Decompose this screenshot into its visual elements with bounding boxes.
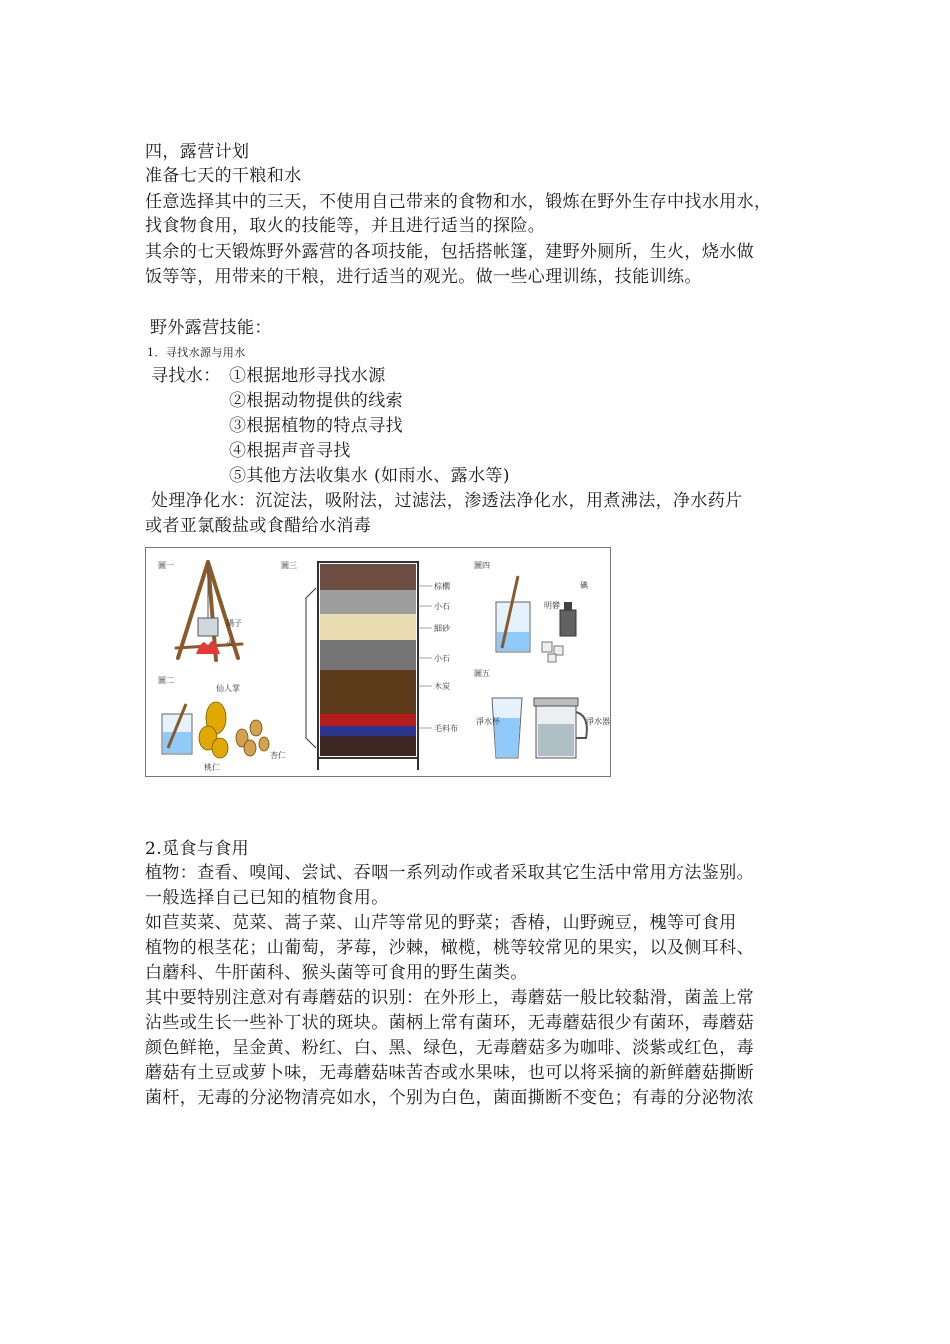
fig3-label: 圖三: [281, 561, 297, 570]
item1-heading: 1．寻找水源与用水: [147, 346, 246, 359]
food-line: 如苣荬菜、苋菜、蒿子菜、山芹等常见的野菜；香椿，山野豌豆，槐等可食用: [145, 913, 737, 933]
food-line: 颜色鲜艳，呈金黄、粉红、白、黑、绿色，无毒蘑菇多为咖啡、淡紫或红色，毒: [145, 1038, 754, 1058]
find-water-label: 寻找水：: [151, 366, 221, 386]
food-line: 蘑菇有土豆或萝卜味，无毒蘑菇味苦杏或水果味，也可以将采摘的新鲜蘑菇撕断: [145, 1063, 754, 1083]
iodine-bottle-icon: [560, 610, 576, 636]
nuts-icon: [236, 720, 269, 756]
purifier-label: 淨水器: [586, 717, 610, 726]
food-line: 其中要特别注意对有毒蘑菇的识别：在外形上，毒蘑菇一般比较黏滑，菌盖上常: [145, 988, 754, 1008]
paragraph-line: 任意选择其中的三天，不使用自己带来的食物和水，锻炼在野外生存中找水用水，: [145, 192, 772, 212]
pebble-label: 小石: [434, 654, 450, 663]
purify-line: 处理净化水：沉淀法，吸附法，过滤法，渗透法净化水，用煮沸法，净水药片: [151, 491, 743, 511]
purify-line: 或者亚氯酸盐或食醋给水消毒: [145, 516, 372, 536]
fig1-label: 圖一: [158, 561, 174, 570]
item2-heading: 2.觅食与食用: [145, 839, 250, 859]
water-purification-figure: [145, 547, 611, 777]
pot-icon: [198, 618, 218, 636]
fire-label: 火: [226, 639, 234, 648]
food-line: 植物：查看、嗅闻、尝试、吞咽一系列动作或者采取其它生活中常用方法鉴别。: [145, 863, 754, 883]
food-line: 沾些或生长一些补丁状的斑块。菌柄上常有菌环，无毒蘑菇很少有菌环，毒蘑菇: [145, 1013, 754, 1033]
water-method: ②根据动物提供的线索: [229, 391, 403, 411]
sand-label: 細砂: [434, 624, 450, 633]
peach-label: 桃仁: [204, 763, 220, 772]
water-method: ④根据声音寻找: [229, 441, 351, 461]
food-line: 菌杆，无毒的分泌物清亮如水，个别为白色，菌面撕断不变色；有毒的分泌物浓: [145, 1088, 754, 1108]
charcoal-label: 木炭: [434, 682, 450, 691]
pot-label: 鍋子: [226, 619, 242, 628]
apricot-label: 杏仁: [270, 751, 286, 760]
food-line: 一般选择自己已知的植物食用。: [145, 888, 389, 908]
paragraph-line: 饭等等，用带来的干粮，进行适当的观光。做一些心理训练，技能训练。: [145, 267, 702, 287]
water-method: ⑤其他方法收集水 (如雨水、露水等): [229, 466, 510, 486]
paragraph-line: 其余的七天锻炼野外露营的各项技能，包括搭帐篷，建野外厕所，生火，烧水做: [145, 242, 754, 262]
alum-crystals-icon: [542, 642, 563, 662]
cloth-label: 毛料布: [434, 724, 458, 733]
purifier-jug-icon: [534, 698, 587, 758]
section-title: 四，露营计划: [145, 142, 250, 162]
subtitle: 准备七天的干粮和水: [145, 166, 302, 186]
cup-label: 淨水杯: [476, 717, 500, 726]
alum-label: 明礬: [544, 601, 560, 610]
palm-label: 棕櫚: [434, 582, 450, 591]
iodine-label: 碘: [580, 581, 588, 590]
fig4-label: 圖四: [474, 561, 490, 570]
cactus-icon: [199, 702, 228, 758]
paragraph-line: 找食物食用，取火的技能等，并且进行适当的探险。: [145, 216, 546, 236]
fig2-label: 圖二: [158, 676, 174, 685]
pebble-label: 小石: [434, 602, 450, 611]
food-line: 白蘑科、牛肝菌科、猴头菌等可食用的野生菌类。: [145, 963, 528, 983]
fig5-label: 圖五: [474, 669, 490, 678]
cactus-label: 仙人掌: [216, 684, 240, 693]
water-method: ①根据地形寻找水源: [229, 366, 386, 386]
figure-illustration: [146, 548, 610, 776]
filter-layers-icon: [306, 562, 418, 770]
skills-heading: 野外露营技能：: [150, 318, 272, 338]
food-line: 植物的根茎花；山葡萄，茅莓，沙棘，橄榄，桃等较常见的果实，以及侧耳科、: [145, 938, 754, 958]
water-method: ③根据植物的特点寻找: [229, 416, 403, 436]
